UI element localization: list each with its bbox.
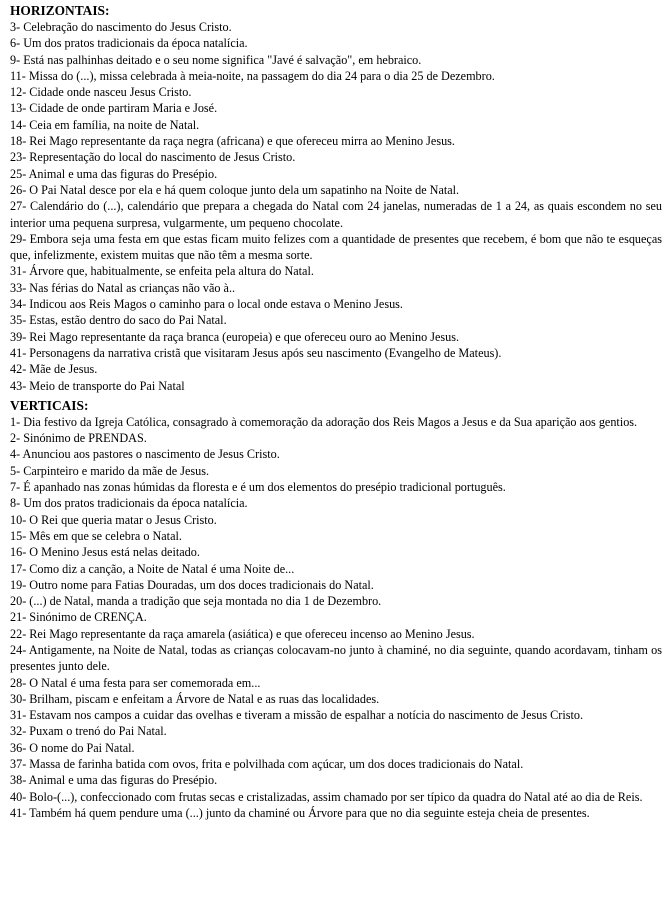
clue-v-4: 4- Anunciou aos pastores o nascimento de Jesus Cristo.	[10, 447, 280, 462]
clue-v-7: 7- É apanhado nas zonas húmidas da floresta e é um dos elementos do presépio tradicional português.	[10, 480, 506, 495]
clue-h-29: 29- Embora seja uma festa em que estas ficam muito felizes com a quantidade de presentes que recebem, é bom que não te esqueças que, infelizmente, existem muitas que não têm a mesma sorte.	[10, 231, 662, 263]
clue-h-34: 34- Indicou aos Reis Magos o caminho para o local onde estava o Menino Jesus.	[10, 297, 403, 312]
clue-h-43: 43- Meio de transporte do Pai Natal	[10, 378, 185, 393]
clue-h-39: 39- Rei Mago representante da raça branca (europeia) e que ofereceu ouro ao Menino Jesus.	[10, 329, 460, 344]
clue-v-10: 10- O Rei que queria matar o Jesus Cristo.	[10, 512, 217, 527]
clue-h-41: 41- Personagens da narrativa cristã que visitaram Jesus após seu nascimento (Evangelho de Mateus).	[10, 345, 502, 360]
clue-h-27: 27- Calendário do (...), calendário que prepara a chegada do Natal com 24 janelas, numeradas de 1 a 24, as quais escondem no seu interior uma pequena surpresa, vulgarmente, um pequeno chocolate.	[10, 199, 662, 230]
clue-v-32: 32- Puxam o trenó do Pai Natal.	[10, 724, 167, 739]
clue-h-14: 14- Ceia em família, na noite de Natal.	[10, 117, 200, 132]
clue-v-2: 2- Sinónimo de PRENDAS.	[10, 431, 147, 446]
clue-v-30: 30- Brilham, piscam e enfeitam a Árvore de Natal e as ruas das localidades.	[10, 691, 380, 706]
clue-h-42: 42- Mãe de Jesus.	[10, 362, 98, 377]
clue-h-9: 9- Está nas palhinhas deitado e o seu nome significa "Javé é salvação", em hebraico.	[10, 52, 422, 67]
clue-v-16: 16- O Menino Jesus está nelas deitado.	[10, 545, 200, 560]
clue-v-37: 37- Massa de farinha batida com ovos, frita e polvilhada com açúcar, um dos doces tradicionais do Natal.	[10, 757, 524, 772]
clue-h-6: 6- Um dos pratos tradicionais da época natalícia.	[10, 36, 248, 51]
clue-v-36: 36- O nome do Pai Natal.	[10, 740, 135, 755]
clue-v-38: 38- Animal e uma das figuras do Presépio.	[10, 773, 218, 788]
clue-h-18: 18- Rei Mago representante da raça negra (africana) e que ofereceu mirra ao Menino Jesus.	[10, 134, 455, 149]
clue-v-24: 24- Antigamente, na Noite de Natal, todas as crianças colocavam-no junto à chaminé, no dia seguinte, quando acordavam, tinham os presentes junto dele.	[10, 642, 662, 674]
clue-h-3: 3- Celebração do nascimento do Jesus Cristo.	[10, 20, 232, 34]
clue-h-33: 33- Nas férias do Natal as crianças não vão à..	[10, 280, 236, 295]
horizontais-list	[10, 19, 662, 394]
clue-v-41: 41- Também há quem pendure uma (...) junto da chaminé ou Árvore para que no dia seguinte esteja cheia de presentes.	[10, 805, 590, 820]
clue-v-5: 5- Carpinteiro e marido da mãe de Jesus.	[10, 463, 209, 478]
verticais-heading: VERTICAIS:	[10, 397, 89, 413]
clue-h-35: 35- Estas, estão dentro do saco do Pai Natal.	[10, 313, 227, 328]
clue-h-23: 23- Representação do local do nascimento de Jesus Cristo.	[10, 150, 296, 165]
clue-h-12: 12- Cidade onde nasceu Jesus Cristo.	[10, 85, 192, 100]
clue-h-13: 13- Cidade de onde partiram Maria e José.	[10, 101, 218, 116]
clue-v-22: 22- Rei Mago representante da raça amarela (asiática) e que ofereceu incenso ao Menino Jesus.	[10, 626, 475, 641]
clue-v-19: 19- Outro nome para Fatias Douradas, um dos doces tradicionais do Natal.	[10, 577, 374, 592]
clue-h-11: 11- Missa do (...), missa celebrada à meia-noite, na passagem do dia 24 para o dia 25 de Dezembro.	[10, 68, 495, 83]
clue-v-1: 1- Dia festivo da Igreja Católica, consagrado à comemoração da adoração dos Reis Magos a Jesus e da Sua aparição aos gentios.	[10, 414, 638, 429]
clue-v-21: 21- Sinónimo de CRENÇA.	[10, 610, 147, 625]
clue-h-25: 25- Animal e uma das figuras do Presépio.	[10, 166, 218, 181]
clue-h-26: 26- O Pai Natal desce por ela e há quem coloque junto dela um sapatinho na Noite de Natal.	[10, 182, 460, 197]
clue-h-31: 31- Árvore que, habitualmente, se enfeita pela altura do Natal.	[10, 264, 314, 279]
horizontais-heading: HORIZONTAIS:	[10, 3, 110, 18]
clue-v-17: 17- Como diz a canção, a Noite de Natal é uma Noite de...	[10, 561, 295, 576]
crossword-clues-document	[10, 2, 662, 821]
clue-v-28: 28- O Natal é uma festa para ser comemorada em...	[10, 675, 261, 690]
clue-v-40: 40- Bolo-(...), confeccionado com frutas secas e cristalizadas, assim chamado por ser típico da quadra do Natal até ao dia de Reis.	[10, 789, 643, 804]
verticais-list	[10, 414, 662, 821]
clue-v-15: 15- Mês em que se celebra o Natal.	[10, 528, 182, 543]
clue-v-20: 20- (...) de Natal, manda a tradição que seja montada no dia 1 de Dezembro.	[10, 594, 382, 609]
clue-v-8: 8- Um dos pratos tradicionais da época natalícia.	[10, 496, 248, 511]
clue-v-31: 31- Estavam nos campos a cuidar das ovelhas e tiveram a missão de espalhar a notícia do nascimento de Jesus Cristo.	[10, 708, 583, 723]
